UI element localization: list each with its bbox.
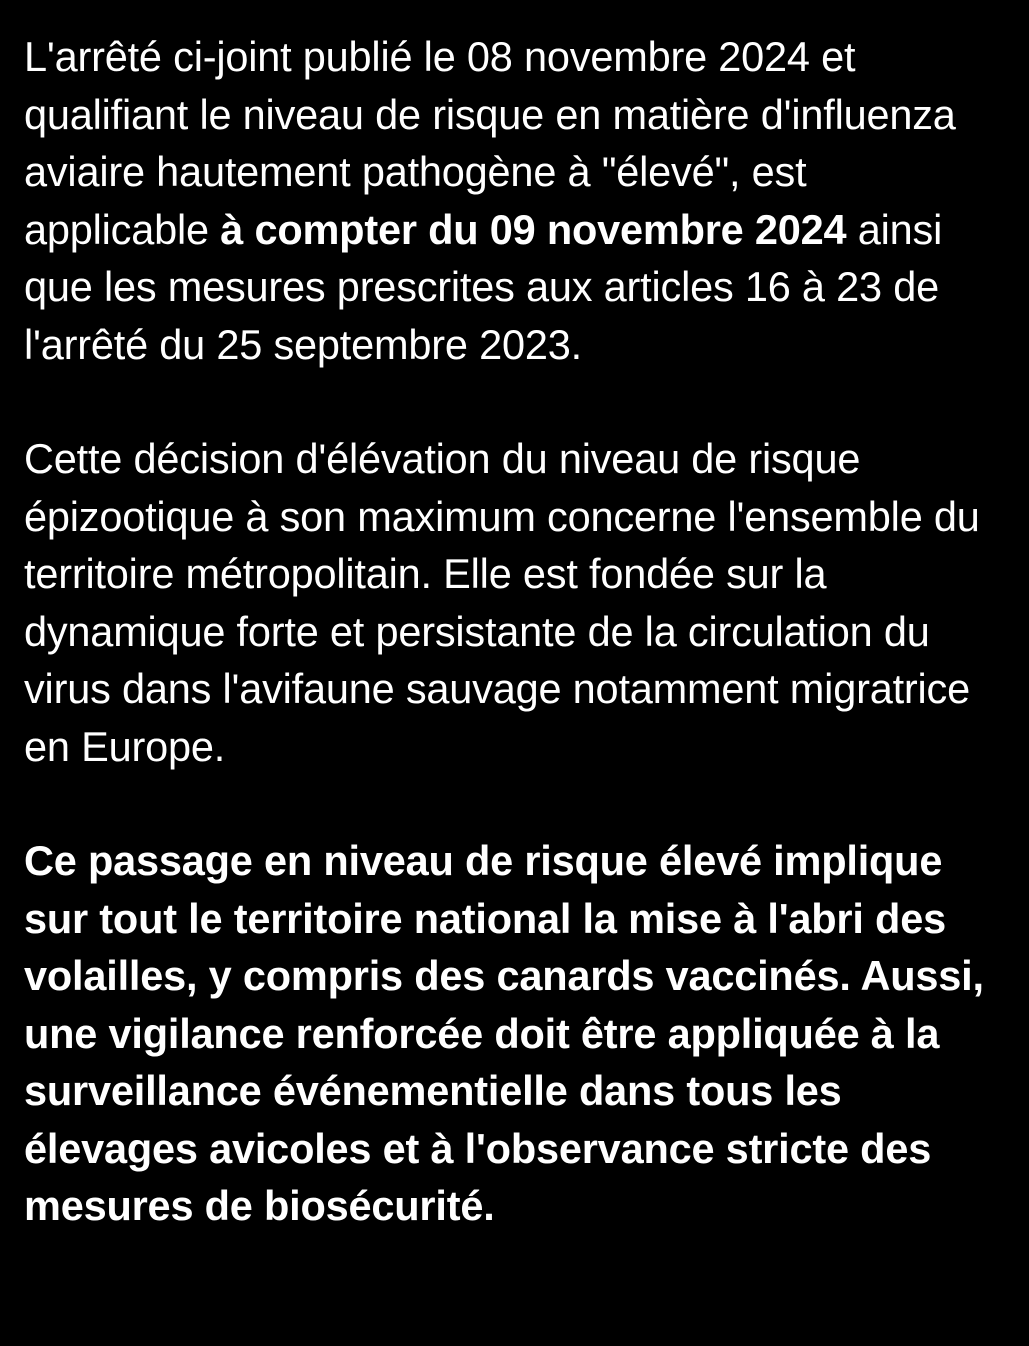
effective-date-bold: à compter du 09 novembre 2024 xyxy=(220,205,847,253)
paragraph-decree-announcement xyxy=(24,28,1001,373)
paragraph-decision-scope: Cette décision d'élévation du niveau de risque épizootique à son maximum concerne l'ensemble du territoire métropolitain. Elle est fondée sur la dynamique forte et persistante de la circulation du virus dans l'avifaune sauvage notamment migratrice en Europe. xyxy=(24,435,980,770)
decree-text-intro: L'arrêté ci-joint publié le 08 novembre 2024 et qualifiant le niveau de risque en matière d'influenza aviaire hautement pathogène à "élevé", est applicable xyxy=(24,33,956,253)
decree-text-measures: ainsi que les mesures prescrites aux articles 16 à 23 de l'arrêté du 25 septembre 2023. xyxy=(24,205,943,368)
paragraph-consequences: Ce passage en niveau de risque élevé implique sur tout le territoire national la mise à l'abri des volailles, y compris des canards vaccinés. Aussi, une vigilance renforcée doit être appliquée à la surveillance événementielle dans tous les élevages avicoles et à l'observance stricte des mesures de biosécurité. xyxy=(24,837,984,1229)
